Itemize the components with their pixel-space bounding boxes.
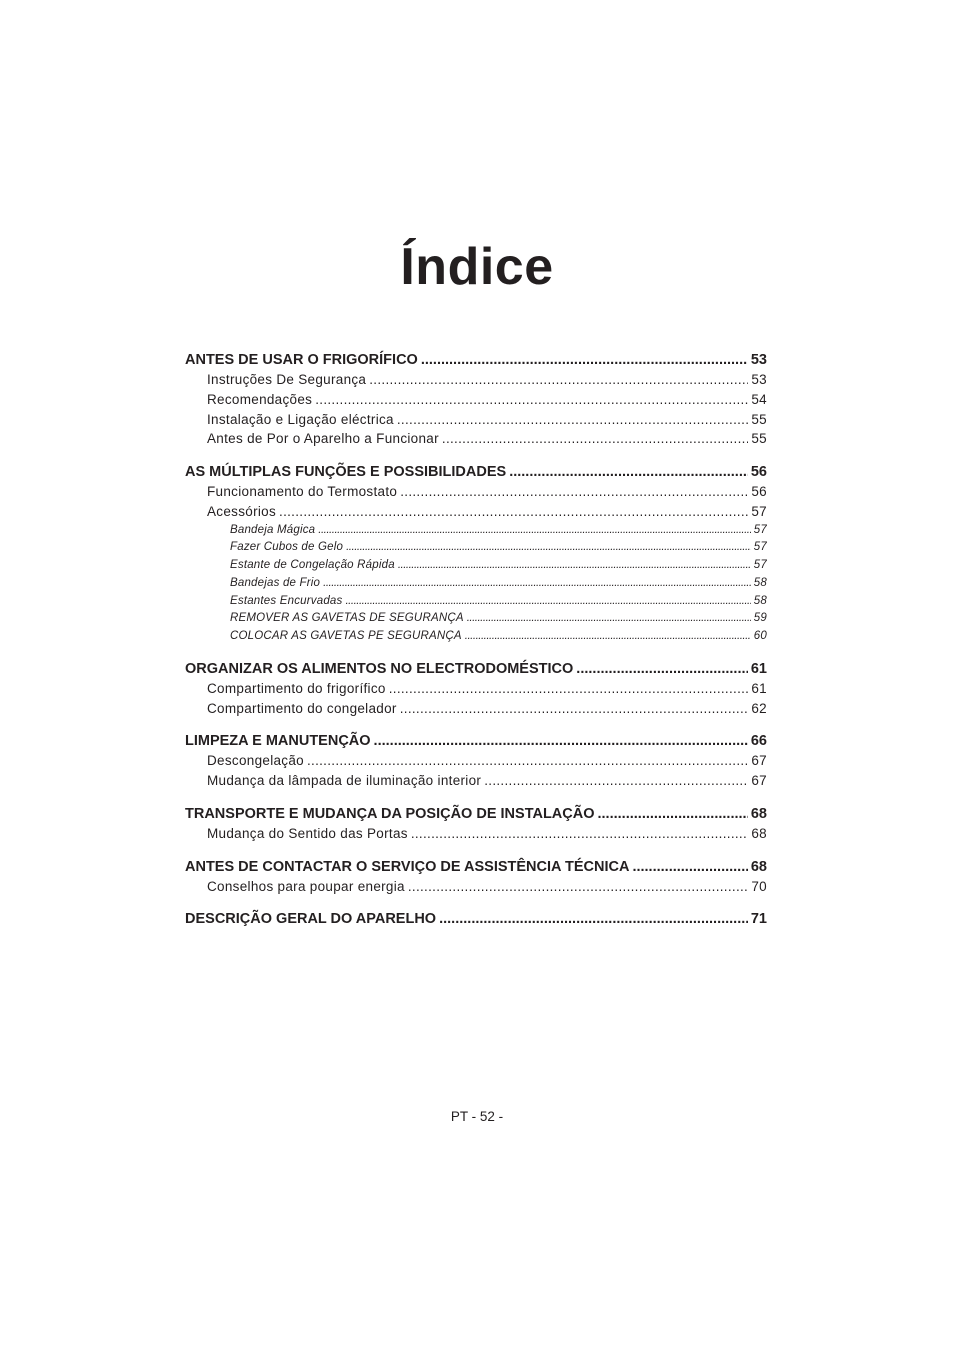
toc-subitem-label: COLOCAR AS GAVETAS PE SEGURANÇA <box>230 630 462 642</box>
toc-heading[interactable] <box>185 804 767 824</box>
toc-subitem-label: Estante de Congelação Rápida <box>230 559 395 572</box>
toc-page-number: 58 <box>753 594 767 607</box>
toc-item-label: Funcionamento do Termostato <box>207 484 398 500</box>
toc-heading[interactable] <box>185 659 767 679</box>
toc-subitem[interactable] <box>185 575 767 593</box>
toc-item[interactable] <box>185 410 767 430</box>
toc-page-number: 68 <box>750 858 767 875</box>
page-footer: PT - 52 - <box>450 1109 504 1124</box>
toc-item-label: Mudança do Sentido das Portas <box>207 825 408 841</box>
toc-page-number: 57 <box>751 503 767 519</box>
toc-page-number: 55 <box>751 411 767 427</box>
toc-heading-label: ANTES DE USAR O FRIGORÍFICO <box>185 352 418 368</box>
toc-item[interactable] <box>185 771 767 791</box>
toc-item[interactable] <box>185 502 767 522</box>
toc-section-before-use <box>185 350 767 449</box>
toc-item-label: Recomendações <box>207 391 313 407</box>
toc-heading[interactable] <box>185 350 767 370</box>
leader-dots <box>632 857 747 877</box>
toc-item[interactable] <box>185 751 767 771</box>
toc-subitem-label: Estantes Encurvadas <box>230 594 343 607</box>
toc-subitem[interactable] <box>185 557 767 575</box>
toc-heading-label: ORGANIZAR OS ALIMENTOS NO ELECTRODOMÉSTICO <box>185 660 574 677</box>
toc-page-number: 70 <box>751 878 767 894</box>
toc-subitem-label: Bandeja Mágica <box>230 523 316 536</box>
toc-page-number: 57 <box>753 541 767 554</box>
toc-heading-label: TRANSPORTE E MUDANÇA DA POSIÇÃO DE INSTALAÇÃO <box>185 805 595 822</box>
toc-page-number: 55 <box>751 431 767 447</box>
table-of-contents <box>185 350 767 942</box>
toc-page-number: 53 <box>750 352 767 368</box>
toc-page-number: 54 <box>751 391 767 407</box>
toc-page-number: 61 <box>750 660 767 677</box>
toc-item[interactable] <box>185 370 767 390</box>
toc-subitem-label: Fazer Cubos de Gelo <box>230 541 344 554</box>
toc-subitem[interactable] <box>185 610 767 628</box>
toc-page-number: 59 <box>753 612 767 625</box>
toc-item[interactable] <box>185 699 767 719</box>
toc-item-label: Instalação e Ligação eléctrica <box>207 411 394 427</box>
toc-heading[interactable] <box>185 909 767 929</box>
toc-item[interactable] <box>185 824 767 844</box>
toc-page-number: 66 <box>750 733 767 750</box>
toc-page-number: 53 <box>751 372 767 387</box>
toc-item[interactable] <box>185 482 767 502</box>
toc-subitem[interactable] <box>185 539 767 557</box>
leader-dots <box>397 410 749 430</box>
leader-dots <box>509 462 748 482</box>
toc-page-number: 68 <box>750 805 767 822</box>
leader-dots <box>598 804 748 824</box>
toc-heading-label: AS MÚLTIPLAS FUNÇÕES E POSSIBILIDADES <box>185 464 507 481</box>
toc-page-number: 71 <box>750 911 767 928</box>
leader-dots <box>400 482 748 502</box>
toc-subitem[interactable] <box>185 522 767 540</box>
toc-page-number: 67 <box>751 773 767 789</box>
toc-page-number: 68 <box>751 825 767 841</box>
toc-page-number: 57 <box>753 523 767 536</box>
toc-heading[interactable] <box>185 462 767 482</box>
leader-dots <box>389 679 749 699</box>
toc-heading-label: DESCRIÇÃO GERAL DO APARELHO <box>185 911 437 928</box>
toc-item-label: Compartimento do frigorífico <box>207 680 386 696</box>
toc-item-label: Acessórios <box>207 503 277 519</box>
toc-heading-label: ANTES DE CONTACTAR O SERVIÇO DE ASSISTÊNCIA TÉCNICA <box>185 858 630 875</box>
leader-dots <box>307 751 748 771</box>
leader-dots <box>279 502 748 522</box>
leader-dots <box>400 699 749 719</box>
toc-item-label: Compartimento do congelador <box>207 700 397 716</box>
leader-dots <box>484 771 748 791</box>
toc-page-number: 57 <box>753 559 767 572</box>
leader-dots <box>345 593 750 611</box>
leader-dots <box>467 610 751 628</box>
toc-item-label: Conselhos para poupar energia <box>207 878 405 894</box>
toc-section-transport <box>185 804 767 844</box>
toc-heading[interactable] <box>185 731 767 751</box>
leader-dots <box>576 659 748 679</box>
toc-item-label: Descongelação <box>207 753 304 769</box>
toc-page-number: 60 <box>753 630 767 642</box>
toc-section-organize-food <box>185 659 767 719</box>
leader-dots <box>374 731 748 751</box>
toc-item[interactable] <box>185 390 767 410</box>
toc-subitem-label: REMOVER AS GAVETAS DE SEGURANÇA <box>230 612 464 625</box>
toc-item-label: Instruções De Segurança <box>207 372 367 387</box>
toc-item-label: Antes de Por o Aparelho a Funcionar <box>207 431 439 447</box>
toc-subitem[interactable] <box>185 628 767 646</box>
toc-subitem[interactable] <box>185 593 767 611</box>
leader-dots <box>369 370 748 390</box>
toc-heading[interactable] <box>185 857 767 877</box>
toc-page-number: 62 <box>751 700 767 716</box>
toc-page-number: 56 <box>751 484 767 500</box>
toc-section-functions <box>185 462 767 646</box>
toc-section-description <box>185 909 767 929</box>
leader-dots <box>465 628 751 646</box>
leader-dots <box>408 877 749 897</box>
leader-dots <box>323 575 751 593</box>
leader-dots <box>411 824 749 844</box>
leader-dots <box>421 350 748 370</box>
toc-page-number: 58 <box>753 576 767 589</box>
leader-dots <box>442 429 748 449</box>
leader-dots <box>439 909 748 929</box>
toc-section-service <box>185 857 767 897</box>
toc-subitem-label: Bandejas de Frio <box>230 576 321 589</box>
toc-item[interactable] <box>185 877 767 897</box>
leader-dots <box>398 557 751 575</box>
toc-item[interactable] <box>185 679 767 699</box>
toc-page-number: 61 <box>751 680 767 696</box>
leader-dots <box>315 390 748 410</box>
toc-item[interactable] <box>185 429 767 449</box>
toc-page-number: 67 <box>751 753 767 769</box>
toc-heading-label: LIMPEZA E MANUTENÇÃO <box>185 733 371 750</box>
page-title: Índice <box>400 238 554 296</box>
toc-page-number: 56 <box>750 464 767 481</box>
leader-dots <box>346 539 751 557</box>
toc-item-label: Mudança da lâmpada de iluminação interior <box>207 773 482 789</box>
leader-dots <box>318 522 751 540</box>
toc-section-cleaning <box>185 731 767 791</box>
